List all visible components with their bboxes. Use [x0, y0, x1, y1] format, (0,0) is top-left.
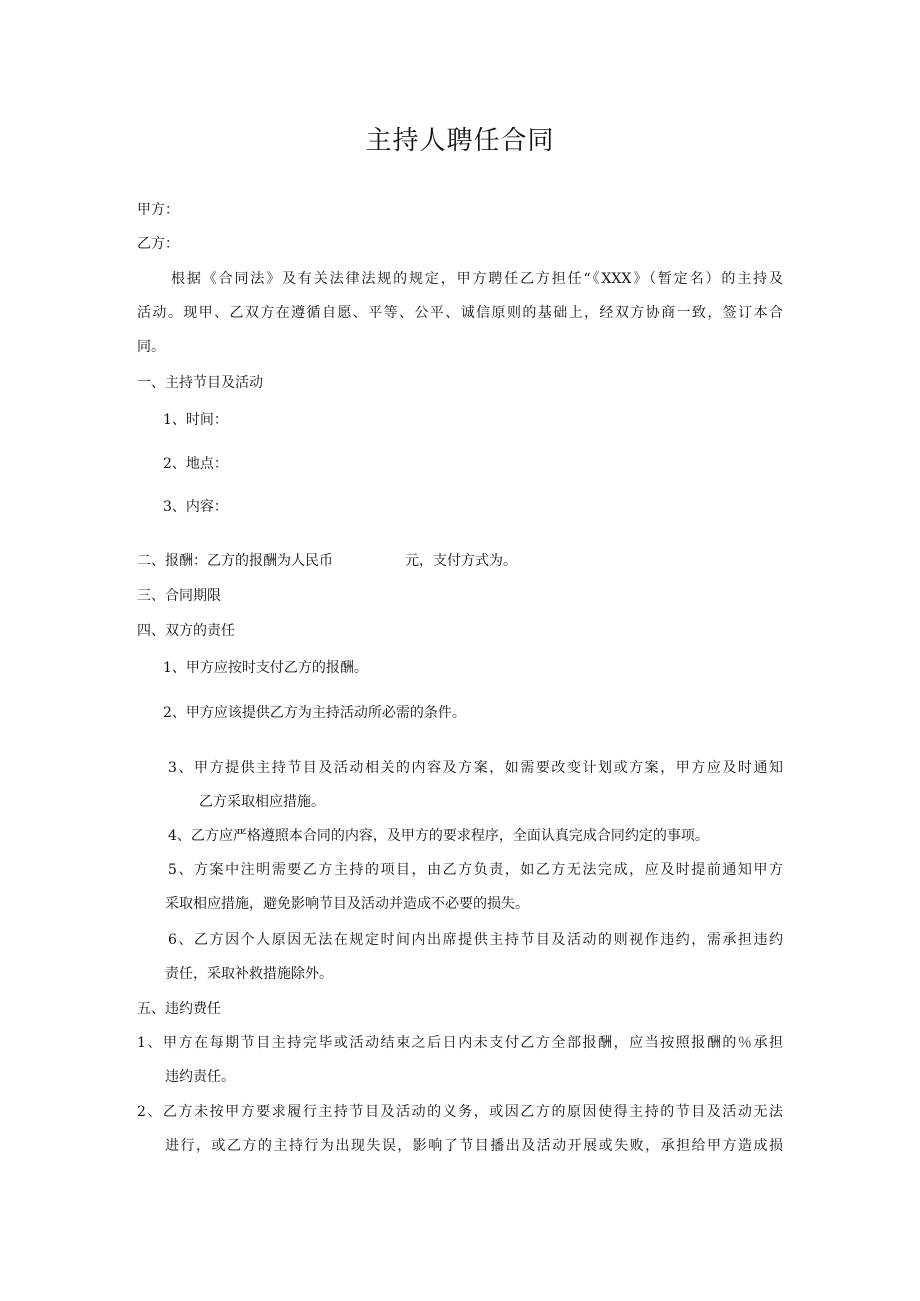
section4-item-5-line-1: 5、方案中注明需要乙方主持的项目，由乙方负责，如乙方无法完成，应及时提前通知甲方 [168, 862, 783, 878]
remuneration-prefix: 二、报酬：乙方的报酬为人民币 [137, 553, 333, 569]
intro-line-1: 根据《合同法》及有关法律法规的规定，甲方聘任乙方担任“《XXX》（暂定名）的主持及 [171, 271, 783, 287]
section5-heading: 五、违约费任 [137, 1001, 221, 1017]
section4-item-3-line-1: 3、甲方提供主持节目及活动相关的内容及方案，如需要改变计划或方案，甲方应及时通知 [168, 760, 783, 776]
section5-item-2-line-1: 2、乙方未按甲方要求履行主持节目及活动的义务，或因乙方的原因使得主持的节目及活动无法 [137, 1104, 783, 1120]
section5-item-1-line-1: 1、甲方在每期节目主持完毕或活动结束之后日内未支付乙方全部报酬，应当按照报酬的％承担 [137, 1035, 783, 1051]
remuneration-suffix: 元，支付方式为。 [405, 553, 517, 569]
section1-item-time: 1、时间： [163, 412, 228, 428]
section1-item-content: 3、内容： [163, 499, 228, 515]
section4-item-1: 1、甲方应按时支付乙方的报酬。 [163, 660, 368, 676]
section5-item-1-line-2: 违约责任。 [165, 1069, 235, 1085]
section4-item-4: 4、乙方应严格遵照本合同的内容，及甲方的要求程序，全面认真完成合同约定的事项。 [168, 828, 709, 844]
intro-line-2: 活动。现甲、乙双方在遵循自愿、平等、公平、诚信原则的基础上，经双方协商一致，签订本合 [137, 305, 783, 321]
section4-item-6-line-2: 责任，采取补救措施除外。 [165, 966, 333, 982]
section1-heading: 一、主持节目及活动 [137, 375, 263, 391]
intro-line-3: 同。 [137, 339, 165, 355]
section4-item-3-line-2: 乙方采取相应措施。 [199, 794, 325, 810]
party-a-label: 甲方： [137, 202, 179, 218]
section1-item-location: 2、地点： [163, 456, 228, 472]
section4-item-2: 2、甲方应该提供乙方为主持活动所必需的条件。 [163, 705, 466, 721]
section2-remuneration [137, 550, 517, 570]
section3-heading: 三、合同期限 [137, 588, 221, 604]
document-title: 主持人聘任合同 [365, 126, 555, 156]
section4-heading: 四、双方的责任 [137, 623, 235, 639]
section4-item-5-line-2: 采取相应措施，避免影响节目及活动并造成不必要的损失。 [165, 896, 529, 912]
party-b-label: 乙方： [137, 236, 179, 252]
section4-item-6-line-1: 6、乙方因个人原因无法在规定时间内出席提供主持节目及活动的则视作违约，需承担违约 [168, 932, 783, 948]
section5-item-2-line-2: 进行，或乙方的主持行为出现失误，影响了节目播出及活动开展或失败，承担给甲方造成损 [165, 1138, 783, 1154]
